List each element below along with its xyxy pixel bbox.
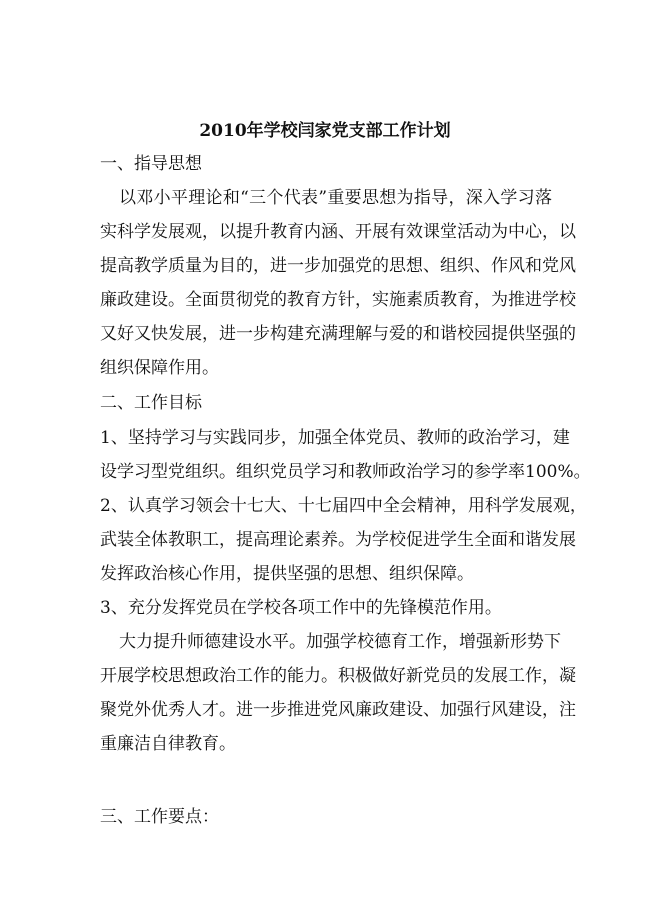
paragraph-line: 组织保障作用。 bbox=[100, 358, 219, 378]
paragraph-line: 大力提升师德建设水平。加强学校德育工作，增强新形势下 bbox=[119, 632, 561, 652]
goal-item-line: 2、认真学习领会十七大、十七届四中全会精神，用科学发展观， bbox=[100, 496, 587, 516]
section-heading-work-points: 三、工作要点： bbox=[100, 807, 219, 827]
paragraph-line: 廉政建设。全面贯彻党的教育方针，实施素质教育，为推进学校 bbox=[100, 290, 576, 310]
paragraph-line: 实科学发展观，以提升教育内涵、开展有效课堂活动为中心，以 bbox=[100, 222, 576, 242]
section-heading-work-goals: 二、工作目标 bbox=[100, 393, 202, 413]
document-title: 2010年学校闫家党支部工作计划 bbox=[199, 121, 451, 141]
section-heading-guiding-ideology: 一、指导思想 bbox=[100, 154, 202, 174]
paragraph-line: 重廉洁自律教育。 bbox=[100, 734, 236, 754]
paragraph-line: 提高教学质量为目的，进一步加强党的思想、组织、作风和党风 bbox=[100, 256, 576, 276]
goal-item-line: 发挥政治核心作用，提供坚强的思想、组织保障。 bbox=[100, 564, 474, 584]
paragraph-line: 又好又快发展，进一步构建充满理解与爱的和谐校园提供坚强的 bbox=[100, 324, 576, 344]
goal-item-line: 1、坚持学习与实践同步，加强全体党员、教师的政治学习，建 bbox=[100, 428, 570, 448]
paragraph-line: 聚党外优秀人才。进一步推进党风廉政建设、加强行风建设，注 bbox=[100, 700, 576, 720]
goal-item-line: 3、充分发挥党员在学校各项工作中的先锋模范作用。 bbox=[100, 598, 502, 618]
paragraph-line: 开展学校思想政治工作的能力。积极做好新党员的发展工作，凝 bbox=[100, 666, 576, 686]
paragraph-line: 以邓小平理论和“三个代表”重要思想为指导，深入学习落 bbox=[119, 188, 552, 208]
goal-item-line: 设学习型党组织。组织党员学习和教师政治学习的参学率100%。 bbox=[100, 462, 591, 482]
goal-item-line: 武装全体教职工，提高理论素养。为学校促进学生全面和谐发展 bbox=[100, 530, 576, 550]
